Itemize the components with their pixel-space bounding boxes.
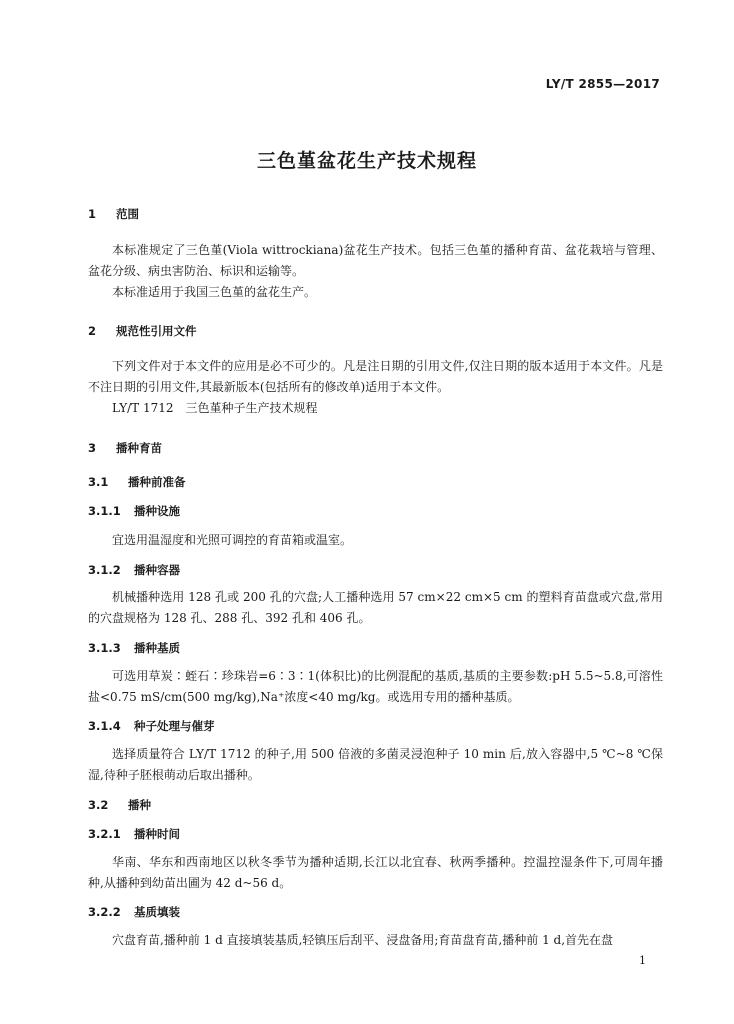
paragraph: 华南、华东和西南地区以秋冬季节为播种适期,长江以北宜春、秋两季播种。控温控湿条件下,可周年播种,从播种到幼苗出圃为 42 d~56 d。 <box>88 855 663 890</box>
page-number: 1 <box>639 954 646 967</box>
section-title: 播种育苗 <box>116 441 163 455</box>
paragraph: 可选用草炭∶蛭石∶珍珠岩=6∶3∶1(体积比)的比例混配的基质,基质的主要参数:pH 5.5~5.8,可溶性盐<0.75 mS/cm(500 mg/kg),Na⁺浓度<40 mg/kg。或选用专用的播种基质。 <box>88 669 663 704</box>
subsection-heading-3-1-4 <box>88 718 663 734</box>
section-title: 播种前准备 <box>128 475 186 489</box>
subsection-heading-3-1-2 <box>88 562 663 578</box>
section-number: 3 <box>88 441 97 455</box>
section-heading-1 <box>88 206 663 222</box>
section-number: 3.2.2 <box>88 905 121 919</box>
section-number: 3.2.1 <box>88 827 121 841</box>
paragraph: 本标准适用于我国三色堇的盆花生产。 <box>112 285 317 299</box>
section-number: 3.1.2 <box>88 563 121 577</box>
reference-entry: LY/T 1712 三色堇种子生产技术规程 <box>112 401 318 415</box>
section-number: 3.2 <box>88 798 109 812</box>
section-title: 播种时间 <box>134 827 181 841</box>
section-heading-3 <box>88 440 663 456</box>
section-number: 3.1.3 <box>88 641 121 655</box>
section-title: 播种容器 <box>134 563 181 577</box>
paragraph: 本标准规定了三色堇(Viola wittrockiana)盆花生产技术。包括三色堇的播种育苗、盆花栽培与管理、盆花分级、病虫害防治、标识和运输等。 <box>88 243 663 278</box>
section-title: 范围 <box>116 207 140 221</box>
subsection-heading-3-2-2 <box>88 904 663 920</box>
subsection-heading-3-1-1 <box>88 503 663 519</box>
paragraph: 机械播种选用 128 孔或 200 孔的穴盘;人工播种选用 57 cm×22 cm×5 cm 的塑料育苗盘或穴盘,常用的穴盘规格为 128 孔、288 孔、392 孔和 406 孔。 <box>88 590 663 625</box>
section-title: 基质填装 <box>134 905 181 919</box>
section-number: 2 <box>88 324 97 338</box>
subsection-heading-3-2-1 <box>88 826 663 842</box>
section-title: 播种 <box>128 798 152 812</box>
paragraph: 穴盘育苗,播种前 1 d 直接填装基质,轻镇压后刮平、浸盘备用;育苗盘育苗,播种前 1 d,首先在盘 <box>112 933 614 947</box>
section-number: 3.1.1 <box>88 504 121 518</box>
subsection-heading-3-1 <box>88 474 663 490</box>
section-title: 种子处理与催芽 <box>134 719 215 733</box>
section-title: 规范性引用文件 <box>116 324 197 338</box>
subsection-heading-3-2 <box>88 797 663 813</box>
section-title: 播种基质 <box>134 641 181 655</box>
section-heading-2 <box>88 323 663 339</box>
standard-code: LY/T 2855—2017 <box>545 77 660 91</box>
paragraph: 宜选用温湿度和光照可调控的育苗箱或温室。 <box>112 533 353 547</box>
paragraph: 选择质量符合 LY/T 1712 的种子,用 500 倍液的多菌灵浸泡种子 10 min 后,放入容器中,5 ℃~8 ℃保湿,待种子胚根萌动后取出播种。 <box>88 747 663 782</box>
section-number: 3.1 <box>88 475 109 489</box>
section-number: 1 <box>88 207 97 221</box>
section-title: 播种设施 <box>134 504 181 518</box>
document-title: 三色堇盆花生产技术规程 <box>256 150 477 172</box>
section-number: 3.1.4 <box>88 719 121 733</box>
subsection-heading-3-1-3 <box>88 640 663 656</box>
paragraph: 下列文件对于本文件的应用是必不可少的。凡是注日期的引用文件,仅注日期的版本适用于本文件。凡是不注日期的引用文件,其最新版本(包括所有的修改单)适用于本文件。 <box>88 359 663 394</box>
